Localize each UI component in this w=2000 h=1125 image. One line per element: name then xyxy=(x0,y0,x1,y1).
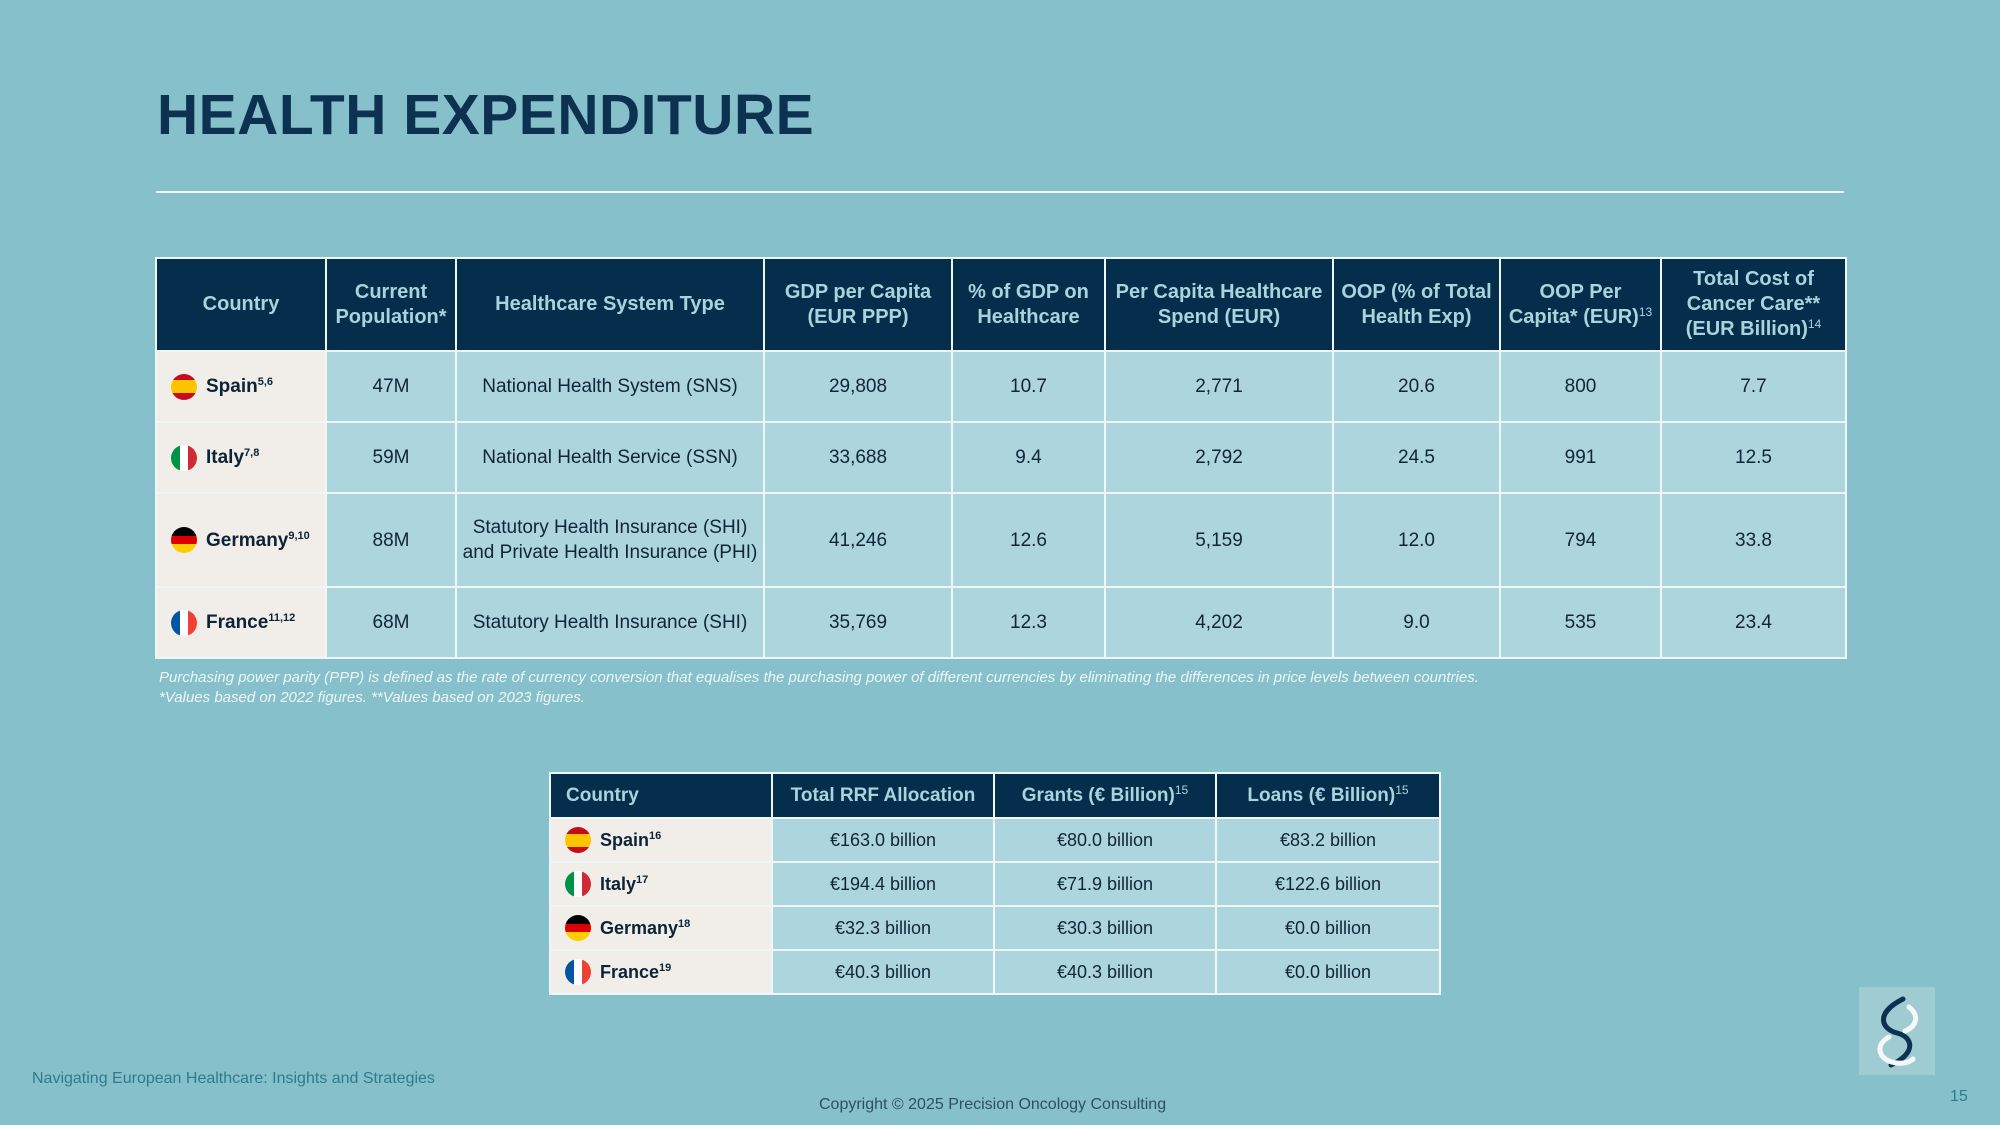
page-title: HEALTH EXPENDITURE xyxy=(157,83,815,147)
header-cell: % of GDP on Healthcare xyxy=(952,258,1105,351)
grants-cell: €71.9 billion xyxy=(994,862,1216,906)
system-cell: Statutory Health Insurance (SHI) and Private Health Insurance (PHI) xyxy=(456,493,764,587)
header-cell: OOP (% of Total Health Exp) xyxy=(1333,258,1500,351)
cancer-cost-cell: 23.4 xyxy=(1661,587,1846,658)
pct-gdp-cell: 9.4 xyxy=(952,422,1105,493)
header-cell: Per Capita Healthcare Spend (EUR) xyxy=(1105,258,1333,351)
loans-cell: €122.6 billion xyxy=(1216,862,1440,906)
table-row xyxy=(156,351,1846,422)
spend-cell: 2,771 xyxy=(1105,351,1333,422)
total-rrf-cell: €163.0 billion xyxy=(772,818,994,862)
header-cell: Total Cost of Cancer Care** (EUR Billion)$^{14}$ xyxy=(1661,258,1846,351)
table-row xyxy=(550,906,1440,950)
country-cell xyxy=(550,950,772,994)
cancer-cost-cell: 7.7 xyxy=(1661,351,1846,422)
spend-cell: 2,792 xyxy=(1105,422,1333,493)
header-cell: Country xyxy=(550,773,772,818)
table-row xyxy=(550,818,1440,862)
country-cell xyxy=(156,493,326,587)
country-name: Germany$^{18}$ xyxy=(600,917,691,938)
country-cell xyxy=(550,906,772,950)
header-cell: Current Population* xyxy=(326,258,456,351)
oop-capita-cell: 991 xyxy=(1500,422,1661,493)
pct-gdp-cell: 12.6 xyxy=(952,493,1105,587)
cancer-cost-cell: 12.5 xyxy=(1661,422,1846,493)
table-row xyxy=(156,493,1846,587)
country-name: Italy$^{17}$ xyxy=(600,873,649,894)
country-name: Spain$^{5,6}$ xyxy=(206,376,274,397)
pct-gdp-cell: 10.7 xyxy=(952,351,1105,422)
company-logo xyxy=(1859,987,1935,1075)
oop-pct-cell: 24.5 xyxy=(1333,422,1500,493)
spend-cell: 5,159 xyxy=(1105,493,1333,587)
header-cell: Healthcare System Type xyxy=(456,258,764,351)
gdp-cell: 41,246 xyxy=(764,493,952,587)
italy-flag-icon xyxy=(171,445,197,471)
system-cell: National Health System (SNS) xyxy=(456,351,764,422)
spain-flag-icon xyxy=(565,827,591,853)
health-expenditure-table xyxy=(155,257,1847,659)
table-row xyxy=(156,587,1846,658)
country-name: France$^{11,12}$ xyxy=(206,612,296,633)
total-rrf-cell: €194.4 billion xyxy=(772,862,994,906)
spain-flag-icon xyxy=(171,374,197,400)
france-flag-icon xyxy=(565,959,591,985)
grants-cell: €30.3 billion xyxy=(994,906,1216,950)
loans-cell: €0.0 billion xyxy=(1216,950,1440,994)
population-cell: 88M xyxy=(326,493,456,587)
country-cell xyxy=(156,351,326,422)
system-cell: Statutory Health Insurance (SHI) xyxy=(456,587,764,658)
loans-cell: €83.2 billion xyxy=(1216,818,1440,862)
country-cell xyxy=(156,422,326,493)
italy-flag-icon xyxy=(565,871,591,897)
oop-pct-cell: 20.6 xyxy=(1333,351,1500,422)
gdp-cell: 29,808 xyxy=(764,351,952,422)
country-cell xyxy=(550,818,772,862)
gdp-cell: 35,769 xyxy=(764,587,952,658)
table-row xyxy=(156,422,1846,493)
pct-gdp-cell: 12.3 xyxy=(952,587,1105,658)
grants-cell: €40.3 billion xyxy=(994,950,1216,994)
country-name: Italy$^{7,8}$ xyxy=(206,447,260,468)
france-flag-icon xyxy=(171,610,197,636)
country-name: Spain$^{16}$ xyxy=(600,829,662,850)
country-name: Germany$^{9,10}$ xyxy=(206,529,310,551)
country-cell xyxy=(156,587,326,658)
germany-flag-icon xyxy=(171,527,197,553)
population-cell: 59M xyxy=(326,422,456,493)
germany-flag-icon xyxy=(565,915,591,941)
total-rrf-cell: €32.3 billion xyxy=(772,906,994,950)
title-divider xyxy=(156,191,1844,193)
helix-logo-icon xyxy=(1859,987,1935,1075)
oop-pct-cell: 9.0 xyxy=(1333,587,1500,658)
header-cell: GDP per Capita (EUR PPP) xyxy=(764,258,952,351)
country-cell xyxy=(550,862,772,906)
table-header-row xyxy=(156,258,1846,351)
oop-capita-cell: 800 xyxy=(1500,351,1661,422)
loans-cell: €0.0 billion xyxy=(1216,906,1440,950)
header-cell: Total RRF Allocation xyxy=(772,773,994,818)
system-cell: National Health Service (SSN) xyxy=(456,422,764,493)
population-cell: 68M xyxy=(326,587,456,658)
oop-capita-cell: 794 xyxy=(1500,493,1661,587)
oop-capita-cell: 535 xyxy=(1500,587,1661,658)
spend-cell: 4,202 xyxy=(1105,587,1333,658)
header-cell: Country xyxy=(156,258,326,351)
header-cell: Loans (€ Billion)$^{15}$ xyxy=(1216,773,1440,818)
population-cell: 47M xyxy=(326,351,456,422)
table-row xyxy=(550,862,1440,906)
grants-cell: €80.0 billion xyxy=(994,818,1216,862)
country-name: France$^{19}$ xyxy=(600,961,672,982)
values-note: *Values based on 2022 figures. **Values based on 2023 figures. xyxy=(159,689,585,706)
footer-deck-title: Navigating European Healthcare: Insights and Strategies xyxy=(32,1070,435,1087)
ppp-note: Purchasing power parity (PPP) is defined as the rate of currency conversion that equalises the purchasing power of different currencies by eliminating the differences in price levels between countries. xyxy=(159,669,1479,686)
oop-pct-cell: 12.0 xyxy=(1333,493,1500,587)
footer-copyright: Copyright © 2025 Precision Oncology Consulting xyxy=(819,1096,1167,1113)
gdp-cell: 33,688 xyxy=(764,422,952,493)
total-rrf-cell: €40.3 billion xyxy=(772,950,994,994)
header-cell: Grants (€ Billion)$^{15}$ xyxy=(994,773,1216,818)
header-cell: OOP Per Capita* (EUR)$^{13}$ xyxy=(1500,258,1661,351)
table-header-row xyxy=(550,773,1440,818)
cancer-cost-cell: 33.8 xyxy=(1661,493,1846,587)
page-number: 15 xyxy=(1950,1088,1968,1105)
table-row xyxy=(550,950,1440,994)
rrf-allocation-table xyxy=(549,772,1441,995)
